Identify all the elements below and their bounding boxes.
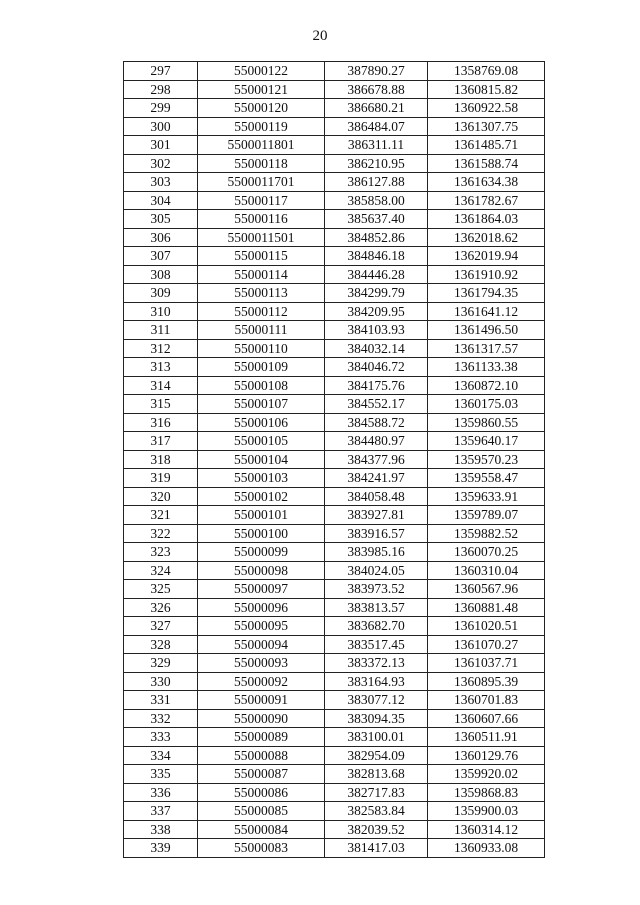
table-row bbox=[124, 469, 545, 488]
table-row bbox=[124, 247, 545, 266]
point-id-cell: 55000092 bbox=[198, 672, 325, 691]
y-coordinate-cell: 1360701.83 bbox=[428, 691, 545, 710]
x-coordinate-cell: 386127.88 bbox=[325, 173, 428, 192]
row-number-cell: 312 bbox=[124, 339, 198, 358]
table-row bbox=[124, 302, 545, 321]
x-coordinate-cell: 386311.11 bbox=[325, 136, 428, 155]
y-coordinate-cell: 1359920.02 bbox=[428, 765, 545, 784]
table-row bbox=[124, 728, 545, 747]
point-id-cell: 55000099 bbox=[198, 543, 325, 562]
point-id-cell: 55000103 bbox=[198, 469, 325, 488]
row-number-cell: 336 bbox=[124, 783, 198, 802]
point-id-cell: 55000110 bbox=[198, 339, 325, 358]
row-number-cell: 322 bbox=[124, 524, 198, 543]
point-id-cell: 55000115 bbox=[198, 247, 325, 266]
y-coordinate-cell: 1361864.03 bbox=[428, 210, 545, 229]
page-number: 20 bbox=[312, 28, 328, 44]
table-row bbox=[124, 746, 545, 765]
table-row bbox=[124, 62, 545, 81]
row-number-cell: 299 bbox=[124, 99, 198, 118]
y-coordinate-cell: 1361070.27 bbox=[428, 635, 545, 654]
point-id-cell: 55000087 bbox=[198, 765, 325, 784]
y-coordinate-cell: 1359640.17 bbox=[428, 432, 545, 451]
row-number-cell: 337 bbox=[124, 802, 198, 821]
x-coordinate-cell: 382717.83 bbox=[325, 783, 428, 802]
y-coordinate-cell: 1361317.57 bbox=[428, 339, 545, 358]
table-row bbox=[124, 339, 545, 358]
row-number-cell: 309 bbox=[124, 284, 198, 303]
table-row bbox=[124, 765, 545, 784]
y-coordinate-cell: 1361794.35 bbox=[428, 284, 545, 303]
point-id-cell: 55000121 bbox=[198, 80, 325, 99]
row-number-cell: 323 bbox=[124, 543, 198, 562]
row-number-cell: 303 bbox=[124, 173, 198, 192]
row-number-cell: 327 bbox=[124, 617, 198, 636]
table-row bbox=[124, 376, 545, 395]
row-number-cell: 297 bbox=[124, 62, 198, 81]
table-row bbox=[124, 210, 545, 229]
y-coordinate-cell: 1360881.48 bbox=[428, 598, 545, 617]
y-coordinate-cell: 1359900.03 bbox=[428, 802, 545, 821]
row-number-cell: 306 bbox=[124, 228, 198, 247]
y-coordinate-cell: 1360815.82 bbox=[428, 80, 545, 99]
row-number-cell: 329 bbox=[124, 654, 198, 673]
x-coordinate-cell: 383372.13 bbox=[325, 654, 428, 673]
point-id-cell: 55000098 bbox=[198, 561, 325, 580]
table-row bbox=[124, 450, 545, 469]
point-id-cell: 55000089 bbox=[198, 728, 325, 747]
y-coordinate-cell: 1361910.92 bbox=[428, 265, 545, 284]
point-id-cell: 5500011701 bbox=[198, 173, 325, 192]
point-id-cell: 55000109 bbox=[198, 358, 325, 377]
table-row bbox=[124, 228, 545, 247]
row-number-cell: 319 bbox=[124, 469, 198, 488]
point-id-cell: 55000102 bbox=[198, 487, 325, 506]
point-id-cell: 55000104 bbox=[198, 450, 325, 469]
table-row bbox=[124, 117, 545, 136]
x-coordinate-cell: 383682.70 bbox=[325, 617, 428, 636]
row-number-cell: 334 bbox=[124, 746, 198, 765]
point-id-cell: 55000101 bbox=[198, 506, 325, 525]
y-coordinate-cell: 1361307.75 bbox=[428, 117, 545, 136]
table-row bbox=[124, 154, 545, 173]
table-row bbox=[124, 80, 545, 99]
x-coordinate-cell: 386484.07 bbox=[325, 117, 428, 136]
y-coordinate-cell: 1360314.12 bbox=[428, 820, 545, 839]
x-coordinate-cell: 383077.12 bbox=[325, 691, 428, 710]
point-id-cell: 55000120 bbox=[198, 99, 325, 118]
y-coordinate-cell: 1362019.94 bbox=[428, 247, 545, 266]
point-id-cell: 55000117 bbox=[198, 191, 325, 210]
table-row bbox=[124, 839, 545, 858]
x-coordinate-cell: 384299.79 bbox=[325, 284, 428, 303]
x-coordinate-cell: 383094.35 bbox=[325, 709, 428, 728]
row-number-cell: 320 bbox=[124, 487, 198, 506]
x-coordinate-cell: 383517.45 bbox=[325, 635, 428, 654]
x-coordinate-cell: 381417.03 bbox=[325, 839, 428, 858]
point-id-cell: 55000095 bbox=[198, 617, 325, 636]
y-coordinate-cell: 1361588.74 bbox=[428, 154, 545, 173]
table-row bbox=[124, 580, 545, 599]
row-number-cell: 326 bbox=[124, 598, 198, 617]
x-coordinate-cell: 384446.28 bbox=[325, 265, 428, 284]
row-number-cell: 328 bbox=[124, 635, 198, 654]
x-coordinate-cell: 383916.57 bbox=[325, 524, 428, 543]
table-row bbox=[124, 413, 545, 432]
table-row bbox=[124, 99, 545, 118]
row-number-cell: 325 bbox=[124, 580, 198, 599]
x-coordinate-cell: 384552.17 bbox=[325, 395, 428, 414]
row-number-cell: 333 bbox=[124, 728, 198, 747]
y-coordinate-cell: 1359860.55 bbox=[428, 413, 545, 432]
table-row bbox=[124, 284, 545, 303]
x-coordinate-cell: 383985.16 bbox=[325, 543, 428, 562]
row-number-cell: 335 bbox=[124, 765, 198, 784]
row-number-cell: 302 bbox=[124, 154, 198, 173]
row-number-cell: 330 bbox=[124, 672, 198, 691]
row-number-cell: 332 bbox=[124, 709, 198, 728]
x-coordinate-cell: 384588.72 bbox=[325, 413, 428, 432]
y-coordinate-cell: 1359570.23 bbox=[428, 450, 545, 469]
point-id-cell: 55000097 bbox=[198, 580, 325, 599]
point-id-cell: 55000116 bbox=[198, 210, 325, 229]
table-row bbox=[124, 820, 545, 839]
point-id-cell: 55000091 bbox=[198, 691, 325, 710]
x-coordinate-cell: 384846.18 bbox=[325, 247, 428, 266]
x-coordinate-cell: 386680.21 bbox=[325, 99, 428, 118]
table-row bbox=[124, 432, 545, 451]
y-coordinate-cell: 1361641.12 bbox=[428, 302, 545, 321]
x-coordinate-cell: 382583.84 bbox=[325, 802, 428, 821]
point-id-cell: 55000122 bbox=[198, 62, 325, 81]
row-number-cell: 316 bbox=[124, 413, 198, 432]
table-row bbox=[124, 561, 545, 580]
table-row bbox=[124, 265, 545, 284]
point-id-cell: 55000083 bbox=[198, 839, 325, 858]
y-coordinate-cell: 1360895.39 bbox=[428, 672, 545, 691]
point-id-cell: 55000084 bbox=[198, 820, 325, 839]
y-coordinate-cell: 1360070.25 bbox=[428, 543, 545, 562]
table-row bbox=[124, 654, 545, 673]
table-row bbox=[124, 173, 545, 192]
table-row bbox=[124, 672, 545, 691]
table-row bbox=[124, 506, 545, 525]
y-coordinate-cell: 1360607.66 bbox=[428, 709, 545, 728]
y-coordinate-cell: 1359882.52 bbox=[428, 524, 545, 543]
x-coordinate-cell: 384480.97 bbox=[325, 432, 428, 451]
x-coordinate-cell: 384241.97 bbox=[325, 469, 428, 488]
point-id-cell: 5500011801 bbox=[198, 136, 325, 155]
row-number-cell: 298 bbox=[124, 80, 198, 99]
point-id-cell: 55000085 bbox=[198, 802, 325, 821]
x-coordinate-cell: 384852.86 bbox=[325, 228, 428, 247]
x-coordinate-cell: 385858.00 bbox=[325, 191, 428, 210]
y-coordinate-cell: 1361782.67 bbox=[428, 191, 545, 210]
table-row bbox=[124, 709, 545, 728]
x-coordinate-cell: 386678.88 bbox=[325, 80, 428, 99]
y-coordinate-cell: 1361020.51 bbox=[428, 617, 545, 636]
y-coordinate-cell: 1359868.83 bbox=[428, 783, 545, 802]
y-coordinate-cell: 1360175.03 bbox=[428, 395, 545, 414]
x-coordinate-cell: 383813.57 bbox=[325, 598, 428, 617]
row-number-cell: 314 bbox=[124, 376, 198, 395]
row-number-cell: 313 bbox=[124, 358, 198, 377]
point-id-cell: 55000108 bbox=[198, 376, 325, 395]
row-number-cell: 318 bbox=[124, 450, 198, 469]
x-coordinate-cell: 382954.09 bbox=[325, 746, 428, 765]
row-number-cell: 331 bbox=[124, 691, 198, 710]
row-number-cell: 321 bbox=[124, 506, 198, 525]
point-id-cell: 55000113 bbox=[198, 284, 325, 303]
point-id-cell: 55000118 bbox=[198, 154, 325, 173]
point-id-cell: 55000105 bbox=[198, 432, 325, 451]
point-id-cell: 55000093 bbox=[198, 654, 325, 673]
y-coordinate-cell: 1360129.76 bbox=[428, 746, 545, 765]
point-id-cell: 55000114 bbox=[198, 265, 325, 284]
point-id-cell: 55000086 bbox=[198, 783, 325, 802]
point-id-cell: 55000111 bbox=[198, 321, 325, 340]
x-coordinate-cell: 383164.93 bbox=[325, 672, 428, 691]
point-id-cell: 55000096 bbox=[198, 598, 325, 617]
x-coordinate-cell: 382813.68 bbox=[325, 765, 428, 784]
y-coordinate-cell: 1361634.38 bbox=[428, 173, 545, 192]
x-coordinate-cell: 384103.93 bbox=[325, 321, 428, 340]
row-number-cell: 338 bbox=[124, 820, 198, 839]
x-coordinate-cell: 383100.01 bbox=[325, 728, 428, 747]
y-coordinate-cell: 1360511.91 bbox=[428, 728, 545, 747]
x-coordinate-cell: 384175.76 bbox=[325, 376, 428, 395]
row-number-cell: 300 bbox=[124, 117, 198, 136]
point-id-cell: 55000094 bbox=[198, 635, 325, 654]
table-row bbox=[124, 802, 545, 821]
row-number-cell: 311 bbox=[124, 321, 198, 340]
y-coordinate-cell: 1361133.38 bbox=[428, 358, 545, 377]
y-coordinate-cell: 1360567.96 bbox=[428, 580, 545, 599]
table-row bbox=[124, 191, 545, 210]
point-id-cell: 55000100 bbox=[198, 524, 325, 543]
table-row bbox=[124, 136, 545, 155]
x-coordinate-cell: 386210.95 bbox=[325, 154, 428, 173]
point-id-cell: 5500011501 bbox=[198, 228, 325, 247]
y-coordinate-cell: 1361485.71 bbox=[428, 136, 545, 155]
y-coordinate-cell: 1360310.04 bbox=[428, 561, 545, 580]
x-coordinate-cell: 384046.72 bbox=[325, 358, 428, 377]
row-number-cell: 304 bbox=[124, 191, 198, 210]
x-coordinate-cell: 384058.48 bbox=[325, 487, 428, 506]
row-number-cell: 315 bbox=[124, 395, 198, 414]
coordinates-table bbox=[123, 61, 545, 858]
y-coordinate-cell: 1360922.58 bbox=[428, 99, 545, 118]
x-coordinate-cell: 384024.05 bbox=[325, 561, 428, 580]
row-number-cell: 301 bbox=[124, 136, 198, 155]
table-row bbox=[124, 617, 545, 636]
point-id-cell: 55000112 bbox=[198, 302, 325, 321]
x-coordinate-cell: 383927.81 bbox=[325, 506, 428, 525]
y-coordinate-cell: 1361496.50 bbox=[428, 321, 545, 340]
x-coordinate-cell: 383973.52 bbox=[325, 580, 428, 599]
point-id-cell: 55000119 bbox=[198, 117, 325, 136]
row-number-cell: 339 bbox=[124, 839, 198, 858]
row-number-cell: 307 bbox=[124, 247, 198, 266]
y-coordinate-cell: 1359633.91 bbox=[428, 487, 545, 506]
point-id-cell: 55000090 bbox=[198, 709, 325, 728]
point-id-cell: 55000088 bbox=[198, 746, 325, 765]
table-row bbox=[124, 395, 545, 414]
x-coordinate-cell: 382039.52 bbox=[325, 820, 428, 839]
table-row bbox=[124, 487, 545, 506]
table-row bbox=[124, 524, 545, 543]
x-coordinate-cell: 385637.40 bbox=[325, 210, 428, 229]
point-id-cell: 55000106 bbox=[198, 413, 325, 432]
table-row bbox=[124, 635, 545, 654]
y-coordinate-cell: 1358769.08 bbox=[428, 62, 545, 81]
y-coordinate-cell: 1360872.10 bbox=[428, 376, 545, 395]
coordinates-table-body bbox=[124, 62, 545, 858]
y-coordinate-cell: 1360933.08 bbox=[428, 839, 545, 858]
row-number-cell: 305 bbox=[124, 210, 198, 229]
table-row bbox=[124, 321, 545, 340]
row-number-cell: 317 bbox=[124, 432, 198, 451]
y-coordinate-cell: 1359789.07 bbox=[428, 506, 545, 525]
y-coordinate-cell: 1359558.47 bbox=[428, 469, 545, 488]
y-coordinate-cell: 1361037.71 bbox=[428, 654, 545, 673]
x-coordinate-cell: 384032.14 bbox=[325, 339, 428, 358]
point-id-cell: 55000107 bbox=[198, 395, 325, 414]
x-coordinate-cell: 387890.27 bbox=[325, 62, 428, 81]
table-row bbox=[124, 543, 545, 562]
table-row bbox=[124, 691, 545, 710]
y-coordinate-cell: 1362018.62 bbox=[428, 228, 545, 247]
table-row bbox=[124, 598, 545, 617]
table-row bbox=[124, 783, 545, 802]
row-number-cell: 308 bbox=[124, 265, 198, 284]
row-number-cell: 324 bbox=[124, 561, 198, 580]
row-number-cell: 310 bbox=[124, 302, 198, 321]
table-row bbox=[124, 358, 545, 377]
x-coordinate-cell: 384377.96 bbox=[325, 450, 428, 469]
x-coordinate-cell: 384209.95 bbox=[325, 302, 428, 321]
